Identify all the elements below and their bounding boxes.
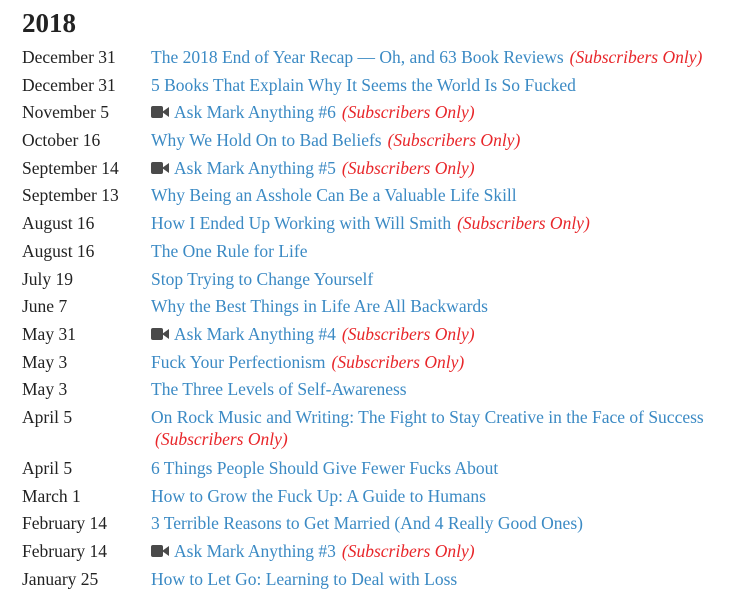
post-date: November 5 [22,102,109,123]
post-title-link[interactable]: The 2018 End of Year Recap — Oh, and 63 Book Reviews [151,47,564,67]
subscribers-only-badge: (Subscribers Only) [331,351,465,372]
camera-lens-shape [162,163,169,173]
video-camera-icon [151,162,169,174]
post-entry [151,295,742,317]
post-date: August 16 [22,213,95,234]
post-entry [151,129,742,151]
post-entry [151,457,742,479]
camera-lens-shape [162,546,169,556]
archive-row [22,540,742,568]
archive-row [22,568,742,596]
post-entry [151,46,742,68]
post-title-link[interactable]: How to Let Go: Learning to Deal with Loss [151,568,458,589]
post-entry [151,157,742,179]
post-title-link[interactable]: How I Ended Up Working with Will Smith [151,213,452,234]
archive-page [22,6,742,595]
archive-row [22,129,742,157]
post-date: May 3 [22,379,68,400]
post-date: December 31 [22,74,116,95]
post-title-link[interactable]: Why We Hold On to Bad Beliefs [151,130,382,151]
post-date: February 14 [22,513,108,534]
post-date: July 19 [22,268,74,289]
video-camera-icon [151,328,169,340]
post-date: February 14 [22,541,108,561]
archive-row [22,46,742,74]
archive-row [22,351,742,379]
camera-lens-shape [162,107,169,117]
subscribers-only-badge: (Subscribers Only) [341,323,475,344]
subscribers-only-badge: (Subscribers Only) [341,157,475,178]
post-date: December 31 [22,47,116,67]
post-title-link[interactable]: How to Grow the Fuck Up: A Guide to Humans [151,485,486,506]
archive-row [22,406,742,457]
post-date: August 16 [22,240,95,261]
archive-row [22,74,742,102]
subscribers-only-badge: (Subscribers Only) [457,213,590,234]
post-date: May 31 [22,323,76,344]
video-camera-icon [151,545,169,557]
post-title-link[interactable]: 3 Terrible Reasons to Get Married (And 4 Really Good Ones) [151,513,583,534]
archive-row [22,184,742,212]
post-date: April 5 [22,406,73,427]
archive-row [22,101,742,129]
post-entry [151,184,742,206]
post-entry [151,485,742,507]
subscribers-only-badge: (Subscribers Only) [155,428,288,449]
subscribers-only-badge: (Subscribers Only) [341,102,475,123]
year-heading: 2018 [22,8,76,38]
archive-row [22,157,742,185]
post-entry [151,240,742,262]
post-entry [151,268,742,290]
post-archive-list [22,46,742,595]
post-date: September 13 [22,185,119,206]
archive-row [22,485,742,513]
video-camera-icon [151,106,169,118]
camera-lens-shape [162,329,169,339]
archive-row [22,295,742,323]
subscribers-only-badge: (Subscribers Only) [569,47,703,67]
post-title-link[interactable]: Why Being an Asshole Can Be a Valuable Life Skill [151,185,517,206]
archive-row [22,457,742,485]
post-title-link[interactable]: Fuck Your Perfectionism [151,351,326,372]
post-date: October 16 [22,130,101,151]
post-entry [151,512,742,534]
archive-row [22,212,742,240]
post-title-link[interactable]: The Three Levels of Self-Awareness [151,379,407,400]
post-title-link[interactable]: Ask Mark Anything #6 [174,102,336,123]
post-date: September 14 [22,157,119,178]
post-title-link[interactable]: 5 Books That Explain Why It Seems the World Is So Fucked [151,74,576,95]
archive-row [22,323,742,351]
post-title-link[interactable]: 6 Things People Should Give Fewer Fucks About [151,457,499,478]
post-date: March 1 [22,485,81,506]
post-entry [151,568,742,590]
post-title-link[interactable]: Ask Mark Anything #4 [174,323,336,344]
post-date: January 25 [22,568,99,589]
post-title-link[interactable]: Stop Trying to Change Yourself [151,268,374,289]
archive-row [22,512,742,540]
post-entry [151,323,742,345]
subscribers-only-badge: (Subscribers Only) [341,541,475,561]
subscribers-only-badge: (Subscribers Only) [387,130,521,151]
post-date: June 7 [22,296,68,317]
post-entry [151,378,742,400]
post-entry [151,540,742,562]
post-title-link[interactable]: Why the Best Things in Life Are All Backwards [151,296,488,317]
post-entry [151,406,742,450]
post-entry [151,74,742,96]
post-entry [151,351,742,373]
archive-row [22,240,742,268]
post-date: April 5 [22,457,73,478]
post-title-link[interactable]: Ask Mark Anything #5 [174,157,336,178]
post-title-link[interactable]: Ask Mark Anything #3 [174,541,336,561]
archive-row [22,268,742,296]
post-entry [151,101,742,123]
post-title-link[interactable]: The One Rule for Life [151,240,308,261]
post-date: May 3 [22,351,68,372]
post-title-link[interactable]: On Rock Music and Writing: The Fight to Stay Creative in the Face of Success [151,406,704,427]
post-entry [151,212,742,234]
archive-row [22,378,742,406]
